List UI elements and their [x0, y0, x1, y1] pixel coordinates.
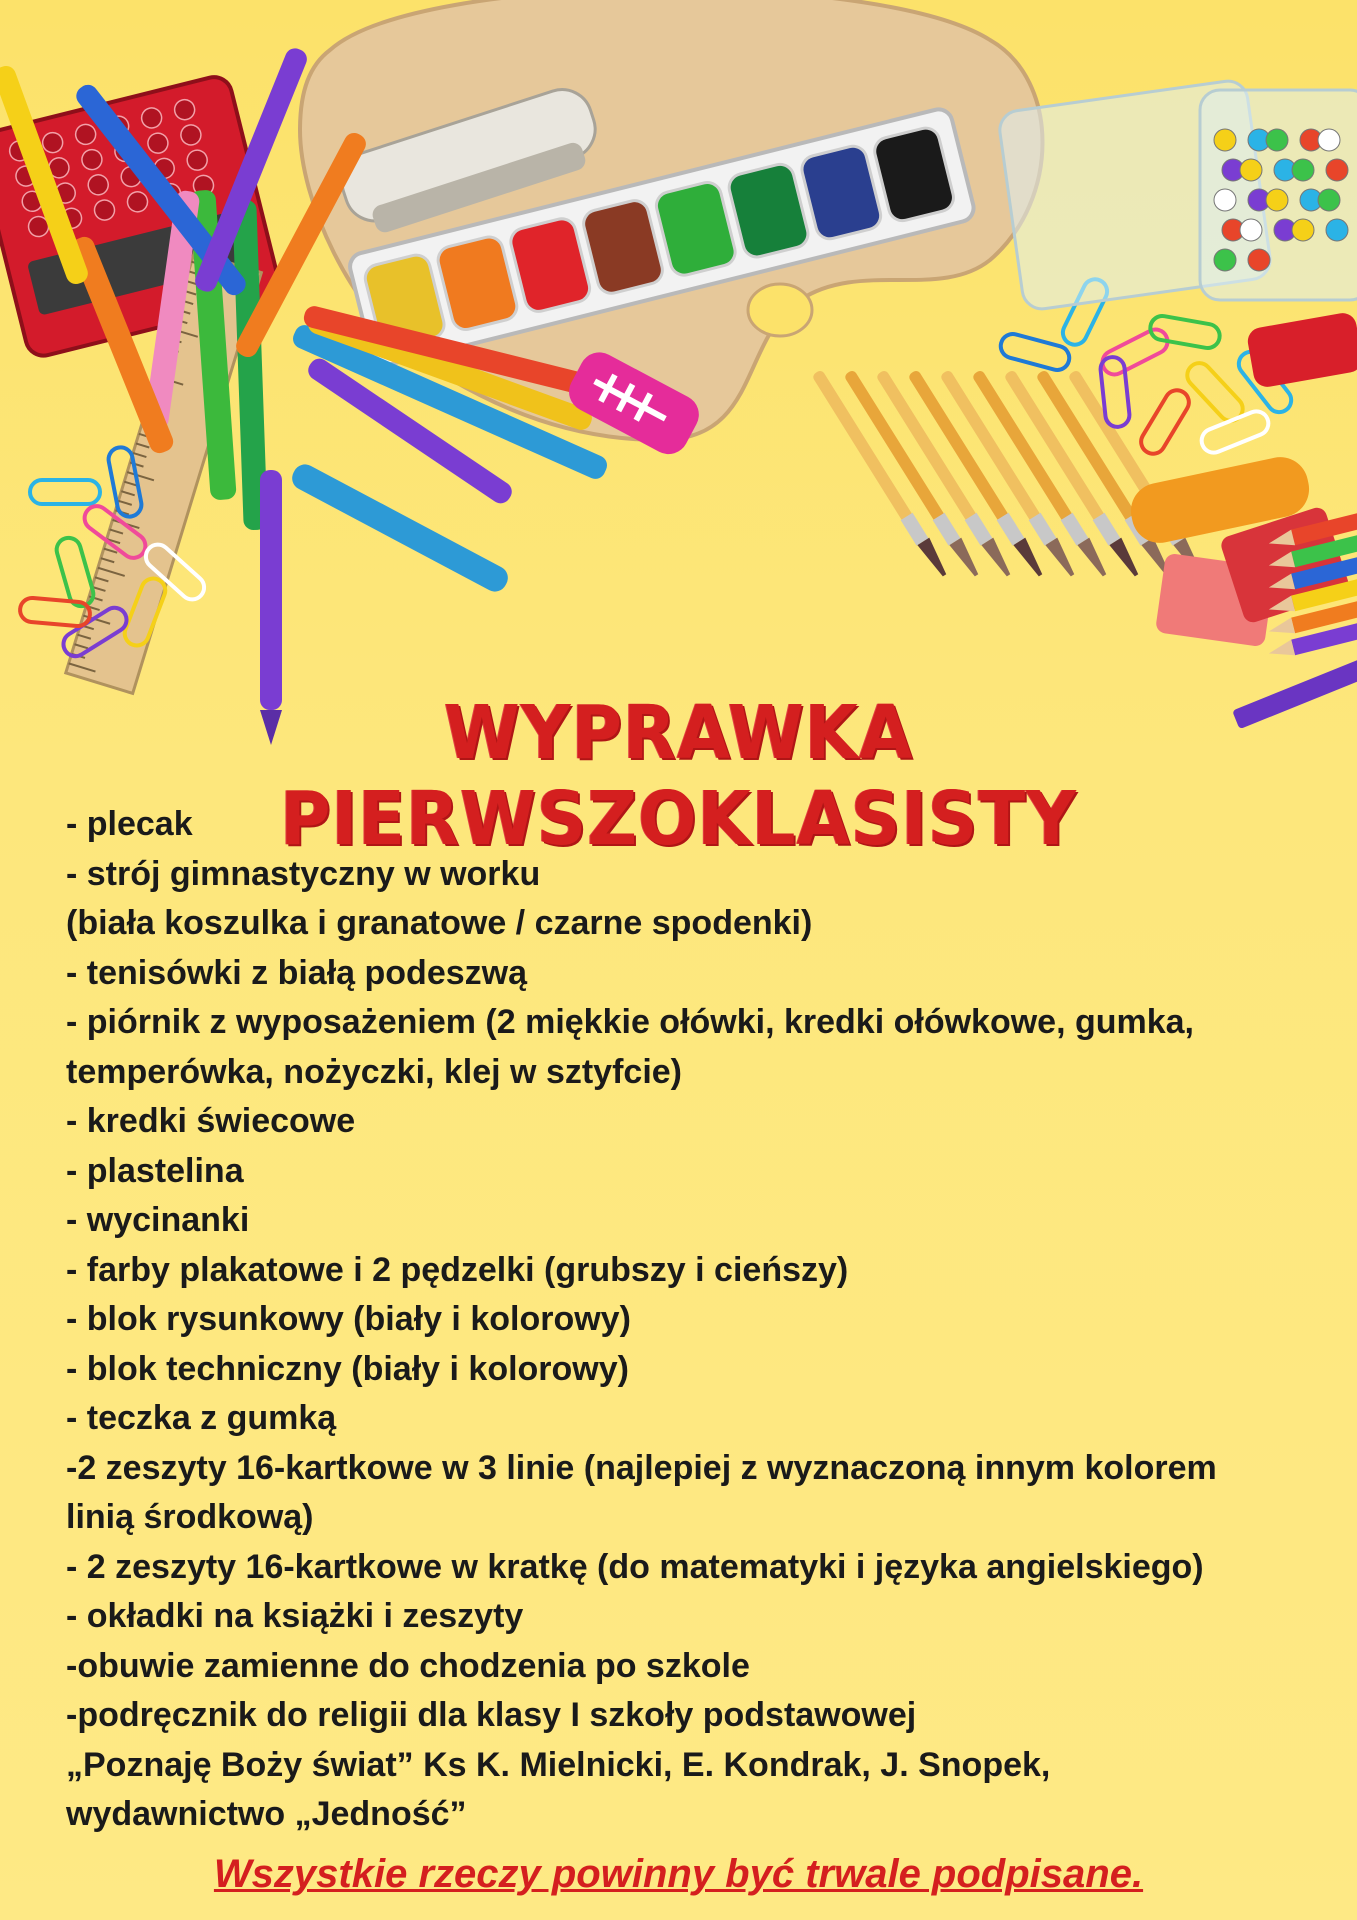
list-item: - piórnik z wyposażeniem (2 miękkie ołówki, kredki ołówkowe, gumka, — [66, 1003, 1194, 1041]
list-item: - farby plakatowe i 2 pędzelki (grubszy i cieńszy) — [66, 1250, 849, 1289]
list-item: linią środkową) — [66, 1498, 314, 1536]
paintbrushes-icon — [811, 368, 1207, 579]
list-item: - plecak — [66, 805, 193, 843]
list-item: -obuwie zamienne do chodzenia po szkole — [66, 1646, 750, 1685]
school-supplies-illustration — [0, 0, 1357, 760]
list-item: - wycinanki — [66, 1201, 250, 1239]
crayons-icon — [260, 304, 610, 745]
supply-list — [66, 800, 1316, 1840]
list-item: -podręcznik do religii dla klasy I szkoły podstawowej — [66, 1696, 917, 1734]
list-item: - plastelina — [66, 1151, 244, 1190]
list-item: temperówka, nożyczki, klej w sztyfcie) — [66, 1052, 683, 1091]
list-item: - okładki na książki i zeszyty — [66, 1597, 524, 1635]
pushpins-icon — [997, 79, 1357, 312]
page-title: WYPRAWKA PIERWSZOKLASISTY — [280, 690, 1077, 862]
list-item: - kredki świecowe — [66, 1102, 356, 1140]
list-item: - tenisówki z białą podeszwą — [66, 953, 527, 992]
list-item: -2 zeszyty 16-kartkowe w 3 linie (najlepiej z wyznaczoną innym kolorem — [66, 1448, 1217, 1487]
list-item: (biała koszulka i granatowe / czarne spodenki) — [66, 904, 813, 942]
list-item: - strój gimnastyczny w worku — [66, 854, 541, 893]
list-item: wydawnictwo „Jedność” — [66, 1795, 467, 1833]
list-item: - blok rysunkowy (biały i kolorowy) — [66, 1300, 631, 1338]
list-item: - blok techniczny (biały i kolorowy) — [66, 1349, 629, 1388]
list-item: - 2 zeszyty 16-kartkowe w kratkę (do matematyki i języka angielskiego) — [66, 1547, 1204, 1586]
list-item: „Poznaję Boży świat” Ks K. Mielnicki, E. Kondrak, J. Snopek, — [66, 1745, 1051, 1784]
footer-note: Wszystkie rzeczy powinny być trwale podpisane. — [213, 1852, 1144, 1896]
list-item: - teczka z gumką — [66, 1399, 337, 1437]
